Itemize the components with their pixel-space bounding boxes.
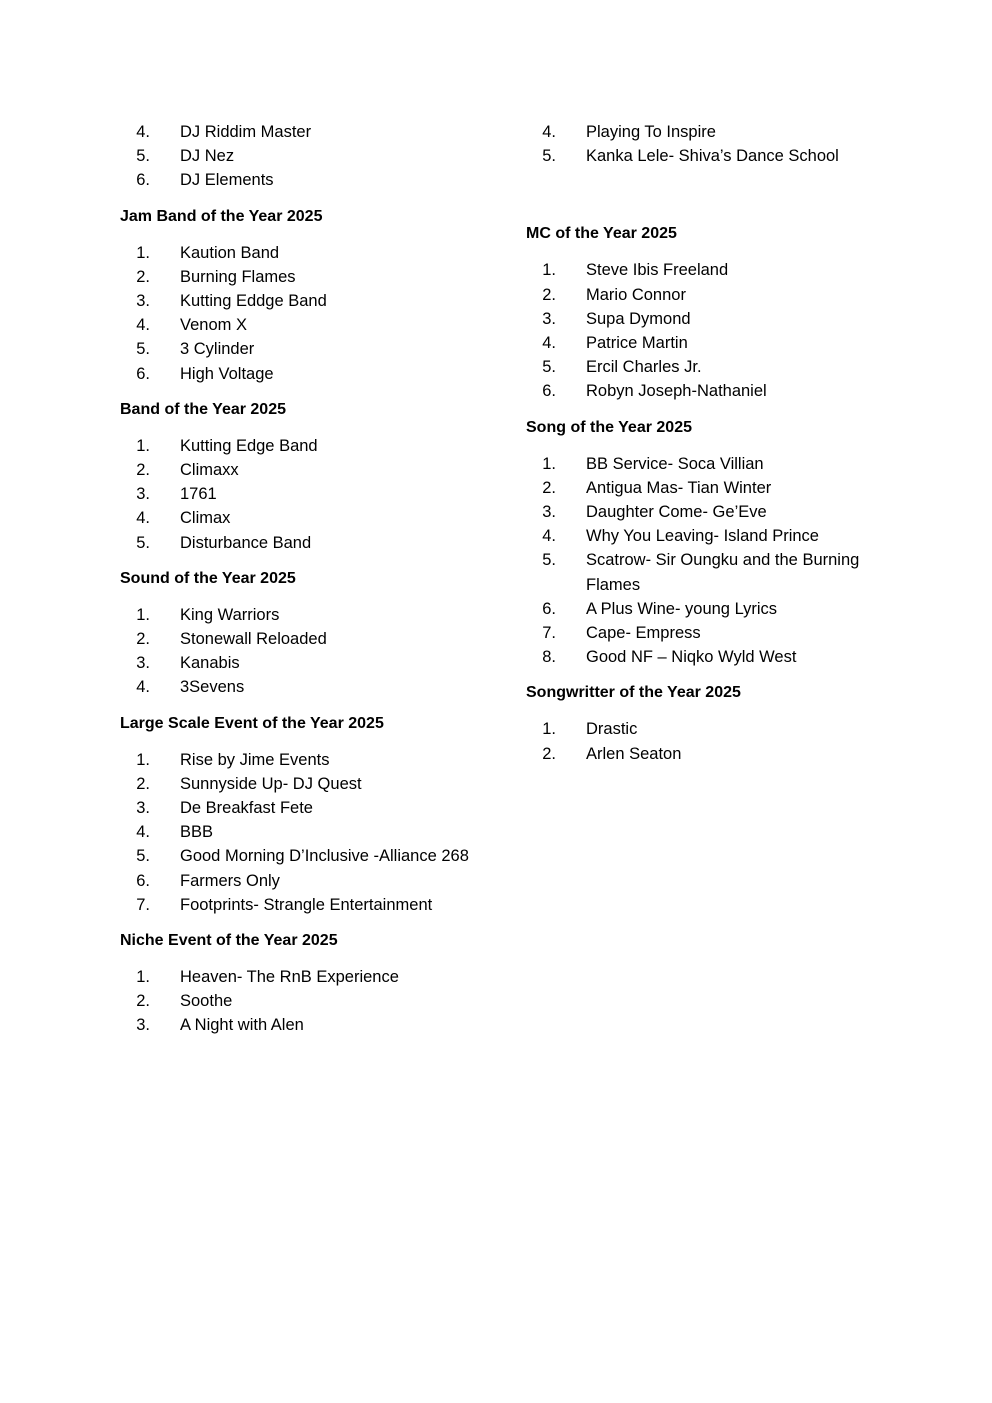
category-heading: Sound of the Year 2025 bbox=[120, 569, 296, 587]
list-item bbox=[120, 434, 480, 458]
nominee-name: Playing To Inspire bbox=[586, 123, 716, 141]
nominee-name: BBB bbox=[180, 823, 214, 842]
category-heading: Songwritter of the Year 2025 bbox=[526, 684, 741, 702]
list-item bbox=[526, 717, 886, 741]
nominee-name: A Night with Alen bbox=[180, 1016, 304, 1035]
nominee-list bbox=[526, 120, 886, 168]
list-item bbox=[120, 965, 480, 989]
category-niche-event-of-the-year-2025 bbox=[120, 931, 480, 1038]
nominee-name: Kaution Band bbox=[180, 243, 280, 262]
nominee-name: Soothe bbox=[180, 992, 233, 1011]
list-number: 1. bbox=[542, 720, 556, 739]
list-number: 3. bbox=[542, 503, 556, 522]
list-item bbox=[526, 500, 886, 524]
list-number: 4. bbox=[136, 823, 150, 842]
list-number: 1. bbox=[542, 454, 556, 473]
nominee-name: King Warriors bbox=[180, 605, 280, 624]
list-item bbox=[120, 844, 480, 868]
list-number: 5. bbox=[542, 551, 556, 570]
list-item bbox=[120, 820, 480, 844]
list-number: 6. bbox=[136, 364, 150, 383]
list-item bbox=[120, 603, 480, 627]
list-number: 4. bbox=[136, 678, 150, 697]
list-number: 3. bbox=[136, 485, 150, 504]
nominee-list bbox=[120, 434, 480, 555]
list-item bbox=[120, 748, 480, 772]
list-number: 4. bbox=[136, 316, 150, 335]
nominee-name: High Voltage bbox=[180, 364, 274, 383]
list-number: 6. bbox=[542, 599, 556, 618]
list-number: 5. bbox=[136, 533, 150, 552]
category-mc-of-the-year-2025 bbox=[526, 224, 886, 403]
nominee-name: BB Service- Soca Villian bbox=[586, 454, 764, 473]
list-item bbox=[120, 289, 480, 313]
nominee-name: Steve Ibis Freeland bbox=[586, 261, 729, 280]
nominee-name: Stonewall Reloaded bbox=[180, 630, 327, 649]
list-item bbox=[526, 355, 886, 379]
list-item bbox=[526, 120, 886, 144]
list-number: 7. bbox=[542, 624, 556, 643]
list-number: 5. bbox=[136, 847, 150, 866]
list-item bbox=[120, 1013, 480, 1037]
nominee-name: Why You Leaving- Island Prince bbox=[586, 527, 819, 546]
nominee-name: Daughter Come- Ge’Eve bbox=[586, 503, 767, 522]
list-number: 2. bbox=[542, 285, 556, 304]
list-number: 5. bbox=[136, 147, 150, 166]
nominee-name: Antigua Mas- Tian Winter bbox=[586, 478, 772, 497]
list-item bbox=[120, 482, 480, 506]
list-item bbox=[120, 241, 480, 265]
list-item bbox=[526, 307, 886, 331]
spacer bbox=[526, 182, 886, 224]
list-number: 2. bbox=[136, 267, 150, 286]
list-item bbox=[526, 742, 886, 766]
list-item bbox=[120, 362, 480, 386]
category-heading: Niche Event of the Year 2025 bbox=[120, 932, 338, 950]
list-item bbox=[526, 597, 886, 621]
list-item bbox=[120, 120, 480, 144]
list-number: 5. bbox=[542, 147, 556, 166]
list-number: 4. bbox=[542, 123, 556, 141]
list-item bbox=[526, 621, 886, 645]
nominee-name: Kanabis bbox=[180, 654, 240, 673]
nominee-list bbox=[526, 452, 886, 670]
list-number: 1. bbox=[136, 968, 150, 987]
list-item bbox=[120, 531, 480, 555]
list-item bbox=[526, 476, 886, 500]
list-number: 2. bbox=[136, 461, 150, 480]
nominee-list bbox=[526, 258, 886, 403]
list-item bbox=[120, 989, 480, 1013]
nominee-name: Mario Connor bbox=[586, 285, 686, 304]
nominee-name: Climaxx bbox=[180, 461, 239, 480]
list-item bbox=[120, 893, 480, 917]
list-item bbox=[526, 645, 886, 669]
list-number: 4. bbox=[542, 527, 556, 546]
nominee-name: Farmers Only bbox=[180, 871, 280, 890]
list-item bbox=[120, 168, 480, 192]
list-item bbox=[526, 331, 886, 355]
list-item bbox=[120, 796, 480, 820]
list-item bbox=[526, 548, 886, 596]
list-item bbox=[120, 313, 480, 337]
nominee-name: Ercil Charles Jr. bbox=[586, 358, 702, 377]
nominee-name: Rise by Jime Events bbox=[180, 750, 330, 769]
list-number: 4. bbox=[136, 509, 150, 528]
nominee-name: Heaven- The RnB Experience bbox=[180, 968, 399, 987]
nominee-name: Kutting Edge Band bbox=[180, 436, 318, 455]
category-heading: MC of the Year 2025 bbox=[526, 225, 677, 243]
list-number: 2. bbox=[542, 478, 556, 497]
list-number: 5. bbox=[136, 340, 150, 359]
nominee-list bbox=[120, 748, 480, 917]
list-number: 3. bbox=[542, 309, 556, 328]
right-column bbox=[526, 120, 886, 780]
list-number: 1. bbox=[136, 436, 150, 455]
nominee-name: Cape- Empress bbox=[586, 624, 701, 643]
category-large-scale-event-of-the-year-2025 bbox=[120, 714, 480, 917]
list-number: 6. bbox=[542, 382, 556, 401]
nominee-list bbox=[120, 603, 480, 700]
list-number: 7. bbox=[136, 895, 150, 914]
category-song-of-the-year-2025 bbox=[526, 418, 886, 670]
list-item bbox=[526, 258, 886, 282]
list-number: 1. bbox=[136, 243, 150, 262]
list-number: 2. bbox=[136, 774, 150, 793]
nominee-list bbox=[120, 241, 480, 386]
list-number: 6. bbox=[136, 871, 150, 890]
list-item bbox=[120, 337, 480, 361]
nominee-name: 3 Cylinder bbox=[180, 340, 255, 359]
nominee-name: Supa Dymond bbox=[586, 309, 691, 328]
nominee-list bbox=[526, 717, 886, 765]
list-number: 4. bbox=[542, 334, 556, 353]
list-item bbox=[526, 144, 886, 168]
nominee-name: DJ Elements bbox=[180, 171, 274, 190]
list-number: 5. bbox=[542, 358, 556, 377]
nominee-list bbox=[120, 120, 480, 193]
category-jam-band-of-the-year-2025 bbox=[120, 207, 480, 386]
list-item bbox=[526, 379, 886, 403]
nominee-name: Climax bbox=[180, 509, 231, 528]
nominee-name: Drastic bbox=[586, 720, 638, 739]
nominee-name: De Breakfast Fete bbox=[180, 799, 313, 818]
category-songwritter-of-the-year-2025 bbox=[526, 683, 886, 765]
list-number: 3. bbox=[136, 654, 150, 673]
list-item bbox=[526, 452, 886, 476]
nominee-name: Arlen Seaton bbox=[586, 744, 682, 763]
list-item bbox=[526, 283, 886, 307]
category-heading: Band of the Year 2025 bbox=[120, 400, 286, 418]
list-item bbox=[120, 627, 480, 651]
list-number: 3. bbox=[136, 292, 150, 311]
nominee-name: Burning Flames bbox=[180, 267, 296, 286]
nominee-list bbox=[120, 965, 480, 1038]
list-number: 1. bbox=[136, 605, 150, 624]
list-number: 1. bbox=[542, 261, 556, 280]
nominee-name: 3Sevens bbox=[180, 678, 245, 697]
list-item bbox=[120, 651, 480, 675]
nominee-name: Scatrow- Sir Oungku and the Burning Flames bbox=[586, 551, 860, 594]
nominee-name: Patrice Martin bbox=[586, 334, 688, 353]
nominee-name: Sunnyside Up- DJ Quest bbox=[180, 774, 362, 793]
nominee-name: DJ Nez bbox=[180, 147, 235, 166]
list-number: 4. bbox=[136, 123, 150, 141]
nominee-name: Good Morning D’Inclusive -Alliance 268 bbox=[180, 847, 469, 866]
nominee-name: Kanka Lele- Shiva’s Dance School bbox=[586, 147, 839, 166]
nominee-name: 1761 bbox=[180, 485, 217, 504]
category-heading: Song of the Year 2025 bbox=[526, 418, 692, 436]
category-heading: Large Scale Event of the Year 2025 bbox=[120, 714, 384, 732]
list-number: 1. bbox=[136, 750, 150, 769]
list-number: 3. bbox=[136, 1016, 150, 1035]
list-number: 2. bbox=[542, 744, 556, 763]
list-item bbox=[120, 458, 480, 482]
nominee-name: Robyn Joseph-Nathaniel bbox=[586, 382, 767, 401]
list-number: 6. bbox=[136, 171, 150, 190]
list-number: 2. bbox=[136, 630, 150, 649]
nominee-name: Kutting Eddge Band bbox=[180, 292, 327, 311]
nominee-name: DJ Riddim Master bbox=[180, 123, 312, 141]
nominee-name: Good NF – Niqko Wyld West bbox=[586, 648, 797, 667]
list-item bbox=[120, 265, 480, 289]
nominee-name: Footprints- Strangle Entertainment bbox=[180, 895, 433, 914]
list-item bbox=[120, 772, 480, 796]
category-sound-of-the-year-2025 bbox=[120, 569, 480, 700]
list-number: 3. bbox=[136, 799, 150, 818]
nominee-name: A Plus Wine- young Lyrics bbox=[586, 599, 778, 618]
list-item bbox=[120, 144, 480, 168]
category-band-of-the-year-2025 bbox=[120, 400, 480, 555]
list-item bbox=[526, 524, 886, 548]
list-item bbox=[120, 675, 480, 699]
nominee-name: Disturbance Band bbox=[180, 533, 312, 552]
list-number: 8. bbox=[542, 648, 556, 667]
list-item bbox=[120, 869, 480, 893]
left-column bbox=[120, 120, 480, 1052]
category-heading: Jam Band of the Year 2025 bbox=[120, 207, 323, 225]
nominee-name: Venom X bbox=[180, 316, 247, 335]
list-item bbox=[120, 506, 480, 530]
list-number: 2. bbox=[136, 992, 150, 1011]
